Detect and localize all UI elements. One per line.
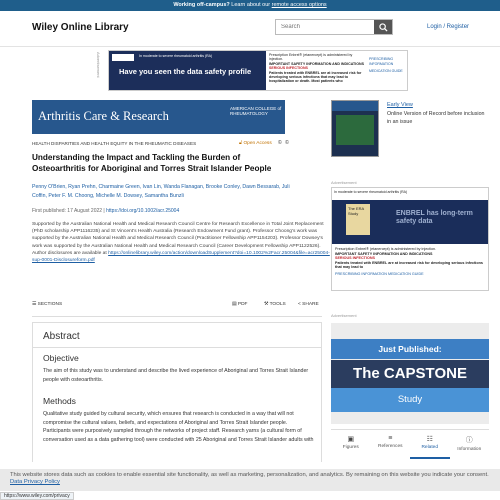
search-icon <box>379 23 388 32</box>
ad2-links[interactable]: PRESCRIBING INFORMATION MEDICATION GUIDE <box>335 271 424 276</box>
ad-line: SERIOUS INFECTIONS <box>335 256 375 261</box>
author-list[interactable]: Penny O'Brien, Ryan Prehn, Charmaine Green, Ivan Lin, Wanda Flanagan, Brooke Conley, Dawn Bessarab, Juli Coffin, Peter F. M. Choong, Michelle M. Dowsey, Samantha Bunzli <box>32 184 290 199</box>
disclosures-text: Author disclosures are available at <box>32 250 107 256</box>
prescribing-info-link[interactable]: PRESCRIBING INFORMATION <box>369 57 394 66</box>
abstract-section <box>32 322 322 462</box>
tab-label: Information <box>457 447 482 452</box>
tools-button[interactable] <box>264 302 286 307</box>
ad-line: Prescription Enbrel® (etanercept) is administered by injection. <box>269 53 353 62</box>
cookie-text: This website stores data such as cookies to enable essential site functionality, as well as marketing, personalization, and analytics. By remaining on this website you indicate your consent. <box>10 472 489 478</box>
doi-link[interactable]: https://doi.org/10.1002/acr.25004 <box>106 208 180 214</box>
browser-status-url: https://www.wiley.com/privacy <box>0 492 74 500</box>
sidebar-advertisement[interactable] <box>331 187 489 291</box>
remote-access-strong: Working off-campus? <box>173 2 230 8</box>
divider <box>33 347 321 348</box>
ad-line: Patients treated with ENBREL are at increased risk for developing serious infections that may lead to hospitalization or death. Most patients who <box>269 70 362 84</box>
article-category: HEALTH DISPARITIES AND HEALTH EQUITY IN THE RHEUMATIC DISEASES <box>32 141 197 146</box>
tools-label: TOOLS <box>269 302 286 307</box>
funding-statement <box>32 221 332 264</box>
sections-button[interactable]: ☰ SECTIONS <box>32 302 63 307</box>
pdf-label: PDF <box>237 302 248 307</box>
ad-line: IMPORTANT SAFETY INFORMATION AND INDICATIONS <box>335 251 433 256</box>
site-logo[interactable]: Wiley Online Library <box>32 22 129 33</box>
tab-label: References <box>377 444 403 449</box>
ad-image-panel <box>109 51 266 90</box>
remote-access-link[interactable]: remote access options <box>271 2 327 8</box>
ad2-safety-info <box>332 244 488 290</box>
divider <box>32 316 322 317</box>
ad-line: Patients treated with ENBREL are at increased risk for developing serious infections that may lead to <box>335 260 483 270</box>
abstract-heading: Abstract <box>43 331 80 342</box>
article-meta-row <box>32 140 322 148</box>
figures-icon: ▣ <box>347 436 355 443</box>
cover-image <box>336 115 374 145</box>
search-button[interactable] <box>374 20 392 34</box>
advertisement-label: Advertisement <box>331 313 357 318</box>
tab-label: Related <box>421 445 439 450</box>
early-view-description: Online Version of Record before inclusion in an issue <box>387 111 485 125</box>
related-icon: ☷ <box>426 436 433 443</box>
acr-logo: AMERICAN COLLEGE of RHEUMATOLOGY <box>230 106 282 116</box>
tab-label: Figures <box>342 445 359 450</box>
publication-info: First published: 17 August 2022 | https://doi.org/10.1002/acr.25004 <box>32 208 180 214</box>
advertisement-label: Advertisement <box>96 52 101 78</box>
site-header <box>0 11 500 47</box>
tab-related[interactable] <box>410 430 450 459</box>
references-icon: ≡ <box>388 435 393 442</box>
ad-safety-info <box>269 53 365 84</box>
article-title: Understanding the Impact and Tackling the Burden of Osteoarthritis for Aboriginal and Torres Strait Islander People <box>32 153 272 173</box>
capstone-study: Study <box>331 388 489 412</box>
ad-small-text: In moderate to severe rheumatoid arthritis (RA) <box>139 54 213 58</box>
open-access-label: Open Access <box>243 141 272 146</box>
early-view-link[interactable]: Early View <box>387 102 413 108</box>
disclosures-link[interactable]: https://onlinelibrary.wiley.com/action/downloadSupplement?doi=10.1002%2Facr.25004&file=acr25004-sup-0001-Disclosureform.pdf <box>32 250 330 264</box>
capstone-promo[interactable] <box>331 323 489 424</box>
first-published: First published: 17 August 2022 <box>32 208 103 214</box>
ad-line: IMPORTANT SAFETY INFORMATION AND INDICATIONS <box>269 61 365 66</box>
search-input[interactable] <box>276 20 374 34</box>
license-icons: © © <box>278 140 290 146</box>
capstone-title: The CAPSTONE <box>331 360 489 388</box>
ad2-top-text: In moderate to severe rheumatoid arthritis (RA) <box>332 188 488 200</box>
ad-line: SERIOUS INFECTIONS <box>269 66 308 71</box>
share-button[interactable] <box>298 302 319 307</box>
ad-line: Prescription Enbrel® (etanercept) is administered by injection. <box>335 247 437 251</box>
journal-banner[interactable] <box>32 100 285 134</box>
enbrel-logo <box>112 54 134 61</box>
remote-access-bar <box>0 0 500 11</box>
information-icon: ⓘ <box>465 437 473 444</box>
top-advertisement[interactable] <box>108 50 408 91</box>
medication-guide-link[interactable]: MEDICATION GUIDE <box>369 69 403 73</box>
share-icon: < <box>298 302 301 307</box>
cover-strip <box>332 101 378 111</box>
methods-text: Qualitative study guided by cultural security, which ensures that research is conducted in a way that will not compromise the cultural values, beliefs, and expectations of Aboriginal and Torres Strait Islander people. Participants were purposively sampled through the networks of project staff. Research yarns (a cultural form of conversation used as a data gathering tool) were conducted with 25 Aboriginal and Torres Strait Islander adults with <box>43 411 314 443</box>
objective-heading: Objective <box>43 353 79 363</box>
pdf-button[interactable] <box>232 302 248 307</box>
era-study-booklet: The ERA Study <box>346 204 370 235</box>
privacy-policy-link[interactable]: Data Privacy Policy <box>10 479 60 485</box>
sections-label: SECTIONS <box>37 302 63 307</box>
open-access-badge <box>239 140 272 146</box>
issue-cover-thumbnail[interactable] <box>331 100 379 157</box>
support-text: Supported by the Australian National Health and Medical Research Council Centre for Research Excellence in Total Joint Replacement (PhD scholarship APP1116235) and St Vincent's Health Australia (Research Endowment Fund grant). Professor Choong's work was supported by the Australian National Health and Medical Research Council (Practitioner Fellowship APP1154203). Professor Dowsey's work was supported by the Australian National Health and Medical Research Council (Career Development Fellowship APP1122526). <box>32 222 324 249</box>
advertisement-label: Advertisement <box>331 180 357 185</box>
objective-text: The aim of this study was to understand and describe the lived experience of Aboriginal and Torres Strait Islander people with osteoarthritis. <box>43 368 309 383</box>
article-toolbar <box>32 301 322 311</box>
search-box <box>275 19 393 35</box>
open-access-icon: 🔓︎ <box>239 141 243 146</box>
ad-links <box>369 57 407 74</box>
tab-figures[interactable] <box>331 430 371 459</box>
login-register-link[interactable]: Login / Register <box>427 24 470 30</box>
sidebar-tabs <box>331 429 489 459</box>
pdf-icon: ▤ <box>232 302 237 307</box>
tab-references[interactable] <box>371 430 411 459</box>
ad-headline: Have you seen the data safety profile <box>119 67 252 76</box>
cookie-banner <box>0 469 500 491</box>
methods-heading: Methods <box>43 396 76 406</box>
share-label: SHARE <box>302 302 319 307</box>
tools-icon: ⚒ <box>264 302 269 307</box>
remote-access-text: Learn about our <box>231 2 271 8</box>
tab-information[interactable] <box>450 430 490 459</box>
capstone-just-published: Just Published: <box>331 339 489 359</box>
ad2-headline: ENBREL has long-term safety data <box>396 210 473 225</box>
journal-title: Arthritis Care & Research <box>38 109 169 123</box>
